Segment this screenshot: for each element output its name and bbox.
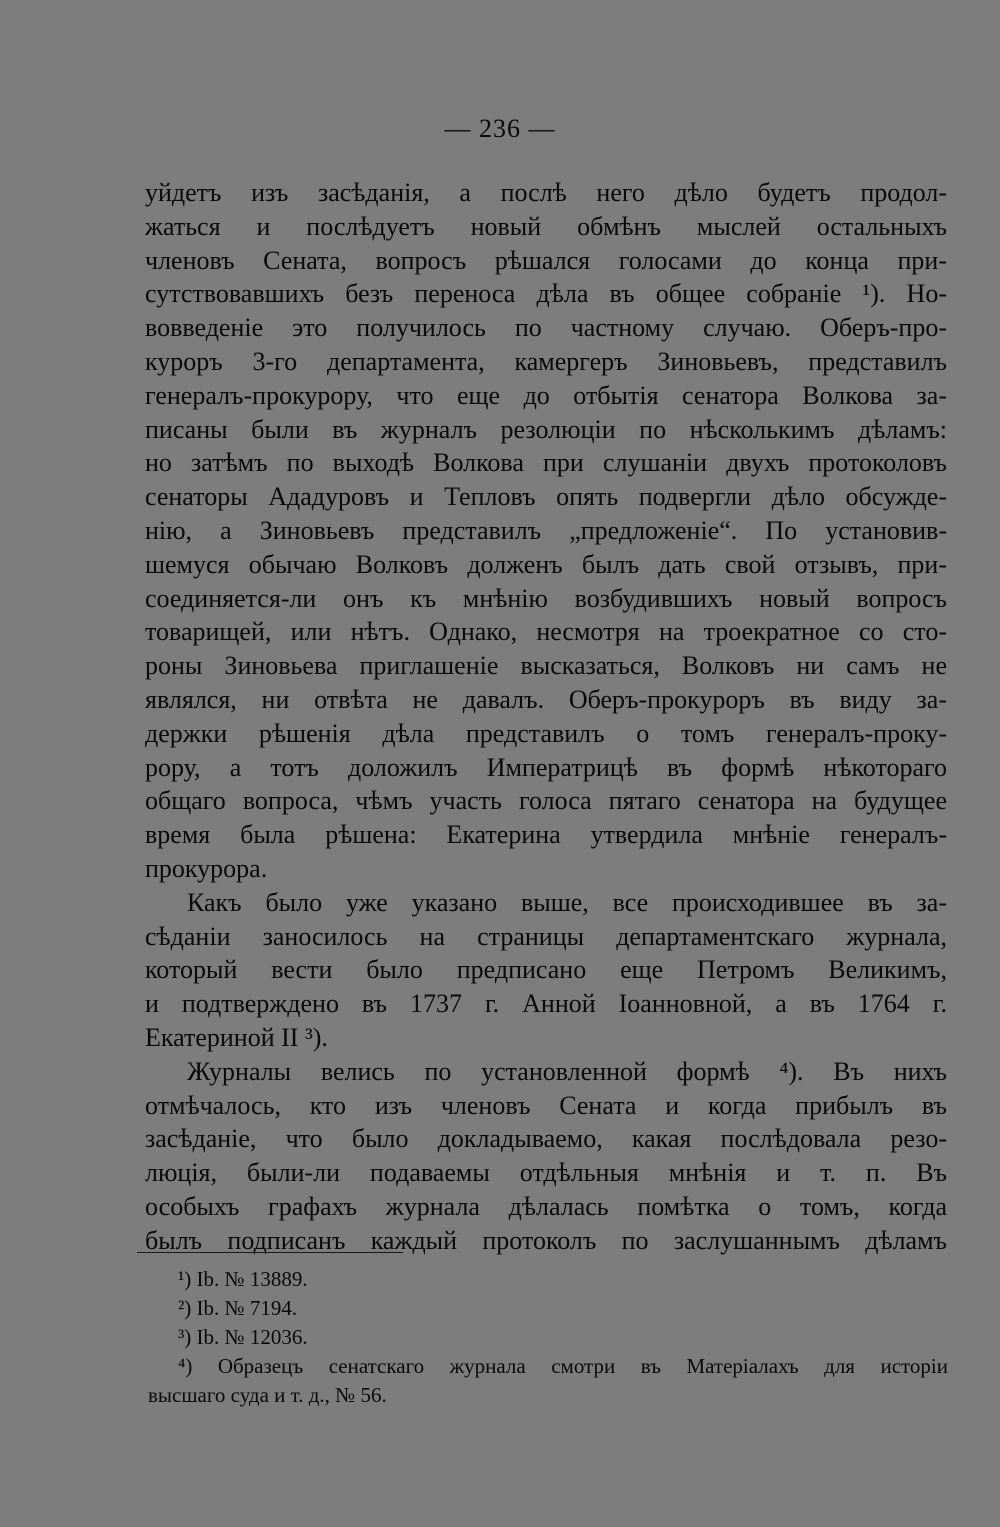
footnote-divider	[137, 1252, 403, 1253]
text-line: куроръ 3-го департамента, камергеръ Зиновьевъ, представилъ	[145, 346, 947, 376]
text-line: засѣданіе, что было докладываемо, какая послѣдовала резо-	[145, 1124, 947, 1154]
body-text	[145, 176, 947, 1258]
page-number: — 236 —	[444, 114, 556, 143]
text-line: Какъ было уже указано выше, все происходившее въ за-	[187, 887, 947, 917]
text-line: писаны были въ журналъ резолюціи по нѣсколькимъ дѣламъ:	[145, 414, 947, 444]
text-line: рору, а тотъ доложилъ Императрицѣ въ формѣ нѣкотораго	[145, 752, 947, 782]
footnote: ³) Ib. № 12036.	[178, 1325, 308, 1349]
text-line: Екатериной II ³).	[145, 1022, 328, 1052]
text-line: Журналы велись по установленной формѣ ⁴). Въ нихъ	[187, 1056, 947, 1086]
footnote-continuation: высшаго суда и т. д., № 56.	[148, 1383, 387, 1407]
footnote: ²) Ib. № 7194.	[178, 1296, 298, 1320]
footnotes	[148, 1265, 948, 1410]
text-line: но затѣмъ по выходѣ Волкова при слушаніи двухъ протоколовъ	[145, 448, 947, 478]
text-line: общаго вопроса, чѣмъ участь голоса пятаго сенатора на будущее	[145, 786, 947, 816]
text-line: сѣданіи заносилось на страницы департаментскаго журнала,	[145, 921, 947, 951]
text-line: жаться и послѣдуетъ новый обмѣнъ мыслей остальныхъ	[145, 211, 947, 241]
text-line: уйдетъ изъ засѣданія, а послѣ него дѣло будетъ продол-	[145, 178, 947, 207]
text-line: былъ подписанъ каждый протоколъ по заслушаннымъ дѣламъ	[145, 1225, 947, 1255]
text-line: нію, а Зиновьевъ представилъ „предложеніе“. По установив-	[145, 515, 947, 545]
text-line: прокурора.	[145, 853, 268, 883]
text-line: роны Зиновьева приглашеніе высказаться, Волковъ ни самъ не	[145, 651, 947, 681]
text-line: время была рѣшена: Екатерина утвердила мнѣніе генералъ-	[145, 820, 947, 850]
text-line: держки рѣшенія дѣла представилъ о томъ генералъ-проку-	[145, 718, 947, 748]
text-line: являлся, ни отвѣта не давалъ. Оберъ-прокуроръ въ виду за-	[145, 684, 947, 714]
footnote: ¹) Ib. № 13889.	[178, 1267, 308, 1291]
text-line: сутствовавшихъ безъ переноса дѣла въ общее собраніе ¹). Но-	[145, 279, 947, 309]
text-line: товарищей, или нѣтъ. Однако, несмотря на троекратное со сто-	[145, 617, 947, 647]
text-line: который вести было предписано еще Петромъ Великимъ,	[145, 955, 947, 985]
text-line: вовведеніе это получилось по частному случаю. Оберъ-про-	[145, 313, 947, 343]
text-line: генералъ-прокурору, что еще до отбытія сенатора Волкова за-	[145, 380, 947, 410]
text-line: особыхъ графахъ журнала дѣлалась помѣтка о томъ, когда	[145, 1191, 947, 1221]
text-line: и подтверждено въ 1737 г. Анной Іоанновной, а въ 1764 г.	[145, 989, 947, 1019]
text-line: сенаторы Ададуровъ и Тепловъ опять подвергли дѣло обсужде-	[145, 482, 947, 512]
text-line: соединяется-ли онъ къ мнѣнію возбудившихъ новый вопросъ	[145, 583, 947, 613]
text-line: люція, были-ли подаваемы отдѣльныя мнѣнія и т. п. Въ	[145, 1158, 947, 1188]
footnote: ⁴) Образецъ сенатскаго журнала смотри въ Матеріалахъ для исторіи	[178, 1354, 948, 1378]
text-line: отмѣчалось, кто изъ членовъ Сената и когда прибылъ въ	[145, 1090, 947, 1120]
text-line: шемуся обычаю Волковъ долженъ былъ дать свой отзывъ, при-	[145, 549, 947, 579]
text-line: членовъ Сената, вопросъ рѣшался голосами до конца при-	[145, 245, 947, 275]
